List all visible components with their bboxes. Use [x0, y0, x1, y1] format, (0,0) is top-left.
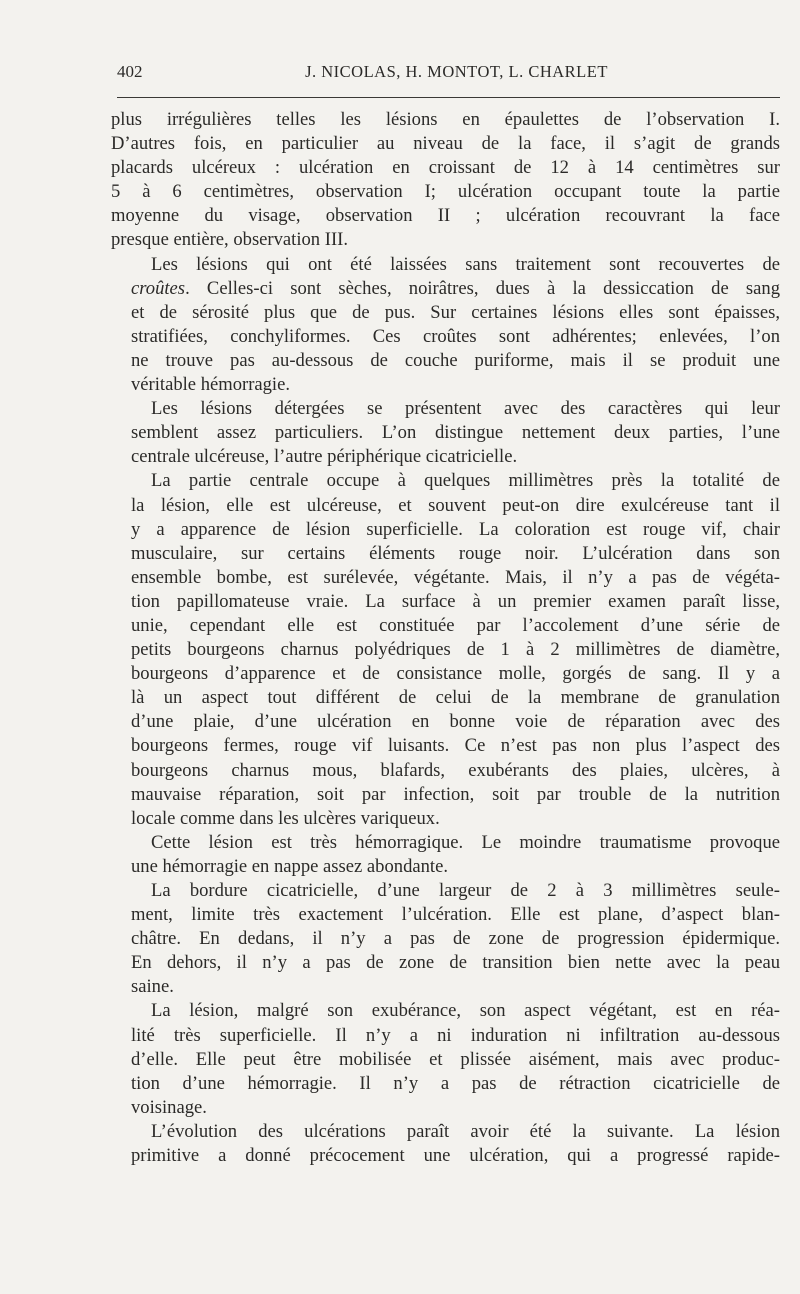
text-line: là un aspect tout différent de celui de la membrane de granulation	[131, 687, 780, 709]
text-line: bourgeons charnus mous, blafards, exubérants des plaies, ulcères, à	[131, 759, 780, 781]
text-line: L’évolution des ulcérations paraît avoir été la suivante. La lésion	[151, 1120, 780, 1142]
text-line: 5 à 6 centimètres, observation I; ulcération occupant toute la partie	[111, 181, 780, 203]
text-line: mauvaise réparation, soit par infection, soit par trouble de la nutrition	[131, 783, 780, 805]
text-line: y a apparence de lésion superficielle. La coloration est rouge vif, chair	[131, 518, 780, 540]
text-line: lité très superficielle. Il n’y a ni induration ni infiltration au-dessous	[131, 1024, 780, 1046]
text-line: placards ulcéreux : ulcération en croissant de 12 à 14 centimètres sur	[111, 157, 780, 179]
paragraph	[111, 1120, 780, 1168]
text-line: tion papillomateuse vraie. La surface à un premier examen paraît lisse,	[131, 590, 780, 612]
page-header	[117, 62, 780, 84]
text-line: Les lésions qui ont été laissées sans traitement sont recouvertes de	[151, 253, 780, 275]
text-line: d’elle. Elle peut être mobilisée et plissée aisément, mais avec produc-	[131, 1048, 780, 1070]
text-line: unie, cependant elle est constituée par l’accolement d’une série de	[131, 614, 780, 636]
text-line: ne trouve pas au-dessous de couche puriforme, mais il se produit une	[131, 349, 780, 371]
text-line: une hémorragie en nappe assez abondante.	[131, 855, 448, 877]
body-text	[111, 108, 780, 1168]
paragraph	[111, 831, 780, 879]
text-line: Les lésions détergées se présentent avec des caractères qui leur	[151, 398, 780, 420]
paragraph	[111, 397, 780, 469]
paragraph	[111, 469, 780, 830]
text-line: petits bourgeons charnus polyédriques de 1 à 2 millimètres de diamètre,	[131, 639, 780, 661]
page-number: 402	[117, 62, 143, 81]
paragraph	[111, 999, 780, 1119]
text-line: d’une plaie, d’une ulcération en bonne voie de réparation avec des	[131, 711, 780, 733]
text-line: centrale ulcéreuse, l’autre périphérique cicatricielle.	[131, 446, 518, 468]
text-line: véritable hémorragie.	[131, 374, 291, 396]
text-line: moyenne du visage, observation II ; ulcération recouvrant la face	[111, 205, 780, 227]
text-line: Cette lésion est très hémorragique. Le moindre traumatisme provoque	[151, 831, 780, 853]
text-line: La bordure cicatricielle, d’une largeur de 2 à 3 millimètres seule-	[151, 880, 780, 901]
text-line: plus irrégulières telles les lésions en épaulettes de l’observation I.	[111, 109, 780, 130]
text-line: la lésion, elle est ulcéreuse, et souvent peut-on dire exulcéreuse tant il	[131, 494, 780, 516]
text-line: bourgeons fermes, rouge vif luisants. Ce n’est pas non plus l’aspect des	[131, 735, 780, 757]
text-line: En dehors, il n’y a pas de zone de transition bien nette avec la peau	[131, 952, 780, 974]
text-line: locale comme dans les ulcères variqueux.	[131, 807, 440, 829]
paragraph	[111, 253, 780, 398]
text-line: bourgeons d’apparence et de consistance molle, gorgés de sang. Il y a	[131, 663, 780, 685]
text-line: et de sérosité plus que de pus. Sur certaines lésions elles sont épaisses,	[131, 301, 780, 323]
text-line: châtre. En dedans, il n’y a pas de zone de progression épidermique.	[131, 928, 780, 950]
text-line: D’autres fois, en particulier au niveau de la face, il s’agit de grands	[111, 133, 780, 155]
text-line: ensemble bombe, est surélevée, végétante. Mais, il n’y a pas de végéta-	[131, 566, 780, 588]
running-head: J. NICOLAS, H. MONTOT, L. CHARLET	[305, 62, 608, 81]
text-line: voisinage.	[131, 1096, 207, 1118]
text-line: La partie centrale occupe à quelques millimètres près la totalité de	[151, 470, 780, 492]
header-rule	[117, 97, 780, 98]
text-line: ment, limite très exactement l’ulcération. Elle est plane, d’aspect blan-	[131, 904, 780, 926]
text-line: musculaire, sur certains éléments rouge noir. L’ulcération dans son	[131, 542, 780, 564]
paragraph	[111, 108, 780, 253]
text-line: saine.	[131, 976, 174, 998]
text-line: stratifiées, conchyliformes. Ces croûtes sont adhérentes; enlevées, l’on	[131, 325, 780, 347]
text-line: presque entière, observation III.	[111, 229, 348, 251]
text-line: croûtes. Celles-ci sont sèches, noirâtres, dues à la dessiccation de sang	[131, 277, 780, 299]
text-line: semblent assez particuliers. L’on distingue nettement deux parties, l’une	[131, 422, 780, 444]
italic-term: croûtes	[131, 277, 186, 299]
text-line: La lésion, malgré son exubérance, son aspect végétant, est en réa-	[151, 1000, 780, 1022]
text-line: tion d’une hémorragie. Il n’y a pas de rétraction cicatricielle de	[131, 1072, 780, 1094]
paragraph	[111, 879, 780, 999]
text-line: primitive a donné précocement une ulcération, qui a progressé rapide-	[131, 1145, 780, 1167]
